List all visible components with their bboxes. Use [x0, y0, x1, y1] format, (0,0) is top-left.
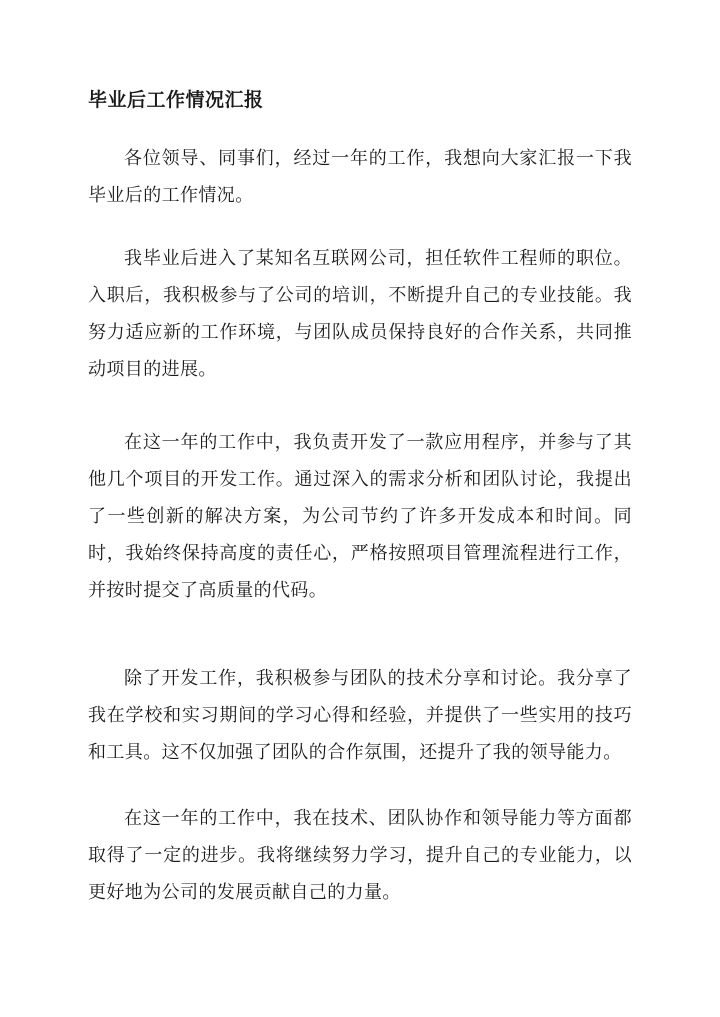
- paragraph-job-intro: 我毕业后进入了某知名互联网公司，担任软件工程师的职位。入职后，我积极参与了公司的培训，不断提升自己的专业技能。我努力适应新的工作环境，与团队成员保持良好的合作关系，共同推动项目的进展。: [88, 248, 632, 380]
- paragraph-development-work: 在这一年的工作中，我负责开发了一款应用程序，并参与了其他几个项目的开发工作。通过深入的需求分析和团队讨论，我提出了一些创新的解决方案，为公司节约了许多开发成本和时间。同时，我始终保持高度的责任心，严格按照项目管理流程进行工作，并按时提交了高质量的代码。: [88, 432, 632, 601]
- paragraph-greeting: 各位领导、同事们，经过一年的工作，我想向大家汇报一下我毕业后的工作情况。: [88, 148, 632, 206]
- paragraph-team-sharing: 除了开发工作，我积极参与团队的技术分享和讨论。我分享了我在学校和实习期间的学习心得和经验，并提供了一些实用的技巧和工具。这不仅加强了团队的合作氛围，还提升了我的领导能力。: [88, 668, 632, 763]
- paragraph-conclusion: 在这一年的工作中，我在技术、团队协作和领导能力等方面都取得了一定的进步。我将继续努力学习，提升自己的专业能力，以更好地为公司的发展贡献自己的力量。: [88, 808, 632, 903]
- document-title: 毕业后工作情况汇报: [88, 89, 264, 111]
